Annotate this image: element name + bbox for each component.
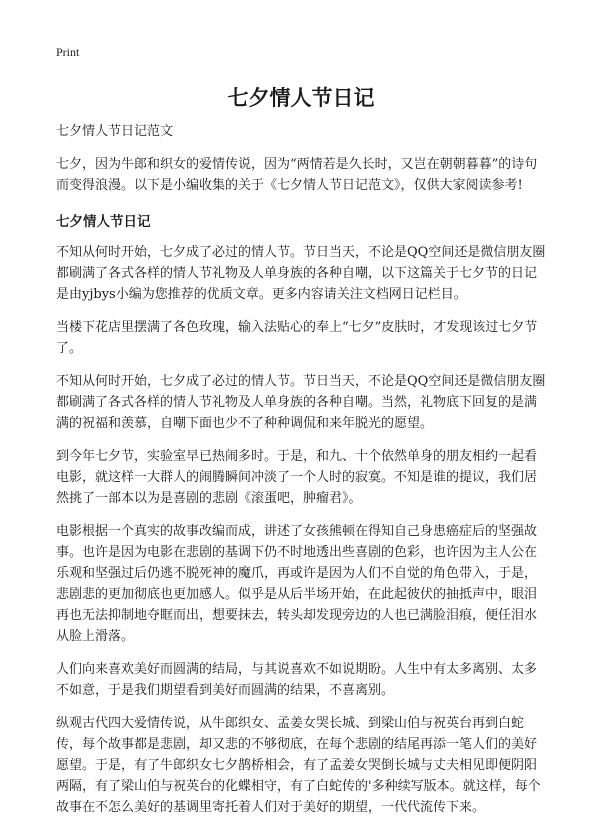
intro-paragraph: 七夕，因为牛郎和织女的爱情传说，因为“两情若是久长时，又岂在朝朝暮暮”的诗句而变得浪漫。以下是小编收集的关于《七夕情人节日记范文》，仅供大家阅读参考! <box>56 157 538 193</box>
body-paragraph: 不知从何时开始，七夕成了必过的情人节。节日当天，不论是QQ空间还是微信朋友圈都刷满了各式各样的情人节礼物及人单身族的各种自嘲。当然，礼物底下回复的是满满的祝福和羡慕，自嘲下面也少不了种种调侃和来年脱光的愿望。 <box>56 374 546 431</box>
print-link[interactable]: Print <box>56 45 80 59</box>
body-paragraph: 不知从何时开始，七夕成了必过的情人节。节日当天，不论是QQ空间还是微信朋友圈都刷满了各式各样的情人节礼物及人单身族的各种自嘲，以下这篇关于七夕节的日记是由yjbys小编为您推荐的优质文章。更多内容请关注文档网日记栏目。 <box>56 245 546 302</box>
document-subtitle: 七夕情人节日记范文 <box>56 124 174 139</box>
body-paragraph: 纵观古代四大爱情传说，从牛郎织女、孟姜女哭长城、到梁山伯与祝英台再到白蛇传，每个故事都是悲剧，却又悲的不够彻底，在每个悲剧的结尾再添一笔人们的美好愿望。于是，有了牛郎织女七夕鹊桥相会，有了孟姜女哭倒长城与丈夫相见即便阴阳两隔，有了梁山伯与祝英台的化蝶相守，有了白蛇传的'多种续写版本。就这样，每个故事在不怎么美好的基调里寄托着人们对于美好的期望，一代代流传下来。 <box>56 716 541 815</box>
article-body <box>56 242 546 818</box>
body-paragraph: 人们向来喜欢美好而圆满的结局，与其说喜欢不如说期盼。人生中有太多离别、太多不如意，于是我们期望看到美好而圆满的结果，不喜离别。 <box>56 662 538 698</box>
document-title: 七夕情人节日记 <box>227 85 375 110</box>
body-paragraph: 电影根据一个真实的故事改编而成，讲述了女孩熊顿在得知自己身患癌症后的坚强故事。也许是因为电影在悲剧的基调下仍不时地透出些喜剧的色彩，也许因为主人公在乐观和坚强过后仍逃不脱死神的魔爪，再或许是因为人们不自觉的角色带入，于是，悲剧悲的更加彻底也更加感人。似乎是从后半场开始，在此起彼伏的抽抵声中，眼泪再也无法抑制地夺眶而出，想要抹去，转头却发现旁边的人也已满脸泪痕，便任泪水从脸上滑落。 <box>56 524 538 644</box>
body-paragraph: 到今年七夕节，实验室早已热闹多时。于是，和九、十个依然单身的朋友相约一起看电影，就这样一大群人的闹腾瞬间冲淡了一个人时的寂寞。不知是谁的提议，我们居然挑了一部本以为是喜剧的悲剧《滚蛋吧，肿瘤君》。 <box>56 449 538 506</box>
body-paragraph: 当楼下花店里摆满了各色玫瑰，输入法贴心的奉上“七夕”皮肤时，才发现该过七夕节了。 <box>56 320 538 356</box>
section-heading: 七夕情人节日记 <box>56 214 151 230</box>
